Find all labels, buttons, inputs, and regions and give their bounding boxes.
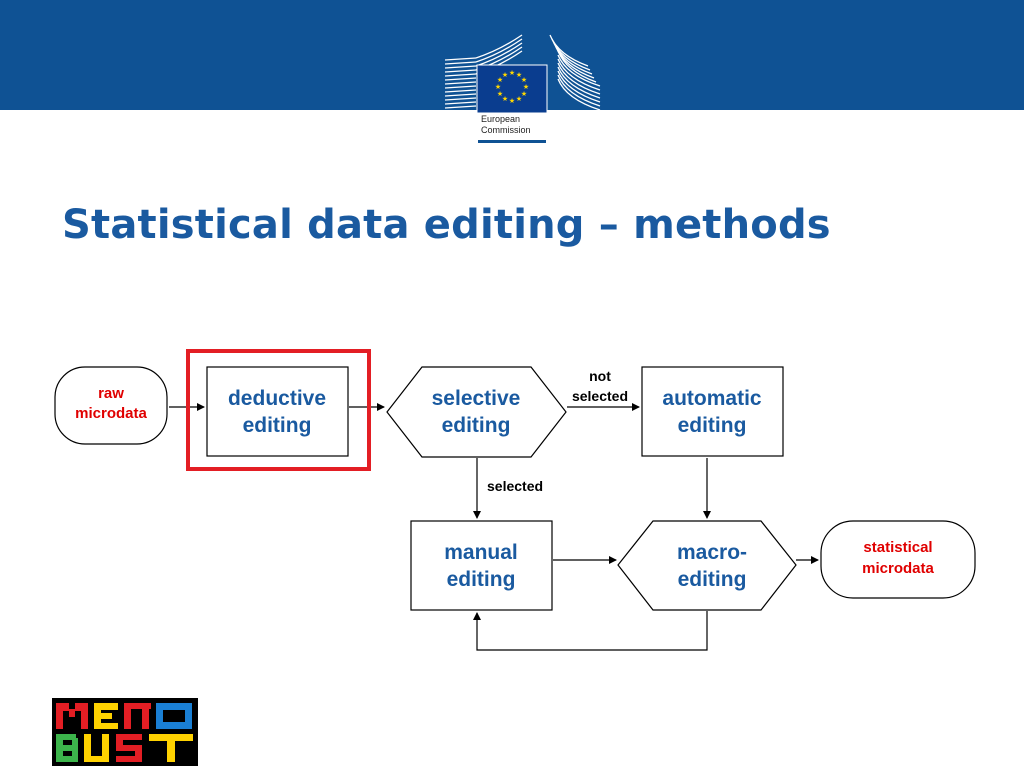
wordmark-line-2: Commission [481,125,531,135]
svg-text:★: ★ [508,97,516,105]
manual-label-1: manual [444,541,518,564]
macro-label-2: editing [677,568,747,591]
svg-text:★: ★ [520,76,528,84]
statistical-label-1: statistical [863,539,933,556]
arrow-macro-back-to-manual [477,611,707,650]
raw-microdata-label-1: raw [98,385,124,402]
macro-label-1: macro- [676,541,748,564]
statistical-label-2: microdata [862,560,934,577]
svg-text:★: ★ [522,83,530,91]
svg-text:★: ★ [508,69,516,77]
node-automatic-editing [642,367,783,456]
svg-text:★: ★ [501,95,509,103]
svg-text:★: ★ [520,90,528,98]
not-selected-label-2: selected [571,388,629,404]
node-macro-editing [618,521,796,610]
automatic-label-1: automatic [662,387,762,410]
svg-text:★: ★ [494,83,502,91]
not-selected-label-1: not [589,368,611,384]
memo-bust-logo [52,698,198,766]
svg-text:★: ★ [496,90,504,98]
svg-text:★: ★ [515,95,523,103]
selected-label: selected [487,478,544,494]
raw-microdata-label-2: microdata [75,405,147,422]
wordmark-line-1: European [481,114,521,124]
svg-text:★: ★ [501,71,509,79]
selective-label-2: editing [441,414,511,437]
node-deductive-editing [207,367,348,456]
deductive-label-1: deductive [227,387,327,410]
automatic-label-2: editing [677,414,747,437]
page-title: Statistical data editing – methods [62,202,831,248]
svg-text:★: ★ [515,71,523,79]
manual-label-2: editing [446,568,516,591]
svg-text:★: ★ [496,76,504,84]
node-selective-editing [387,367,566,457]
deductive-label-2: editing [242,414,312,437]
selective-label-1: selective [431,387,521,410]
node-manual-editing [411,521,552,610]
